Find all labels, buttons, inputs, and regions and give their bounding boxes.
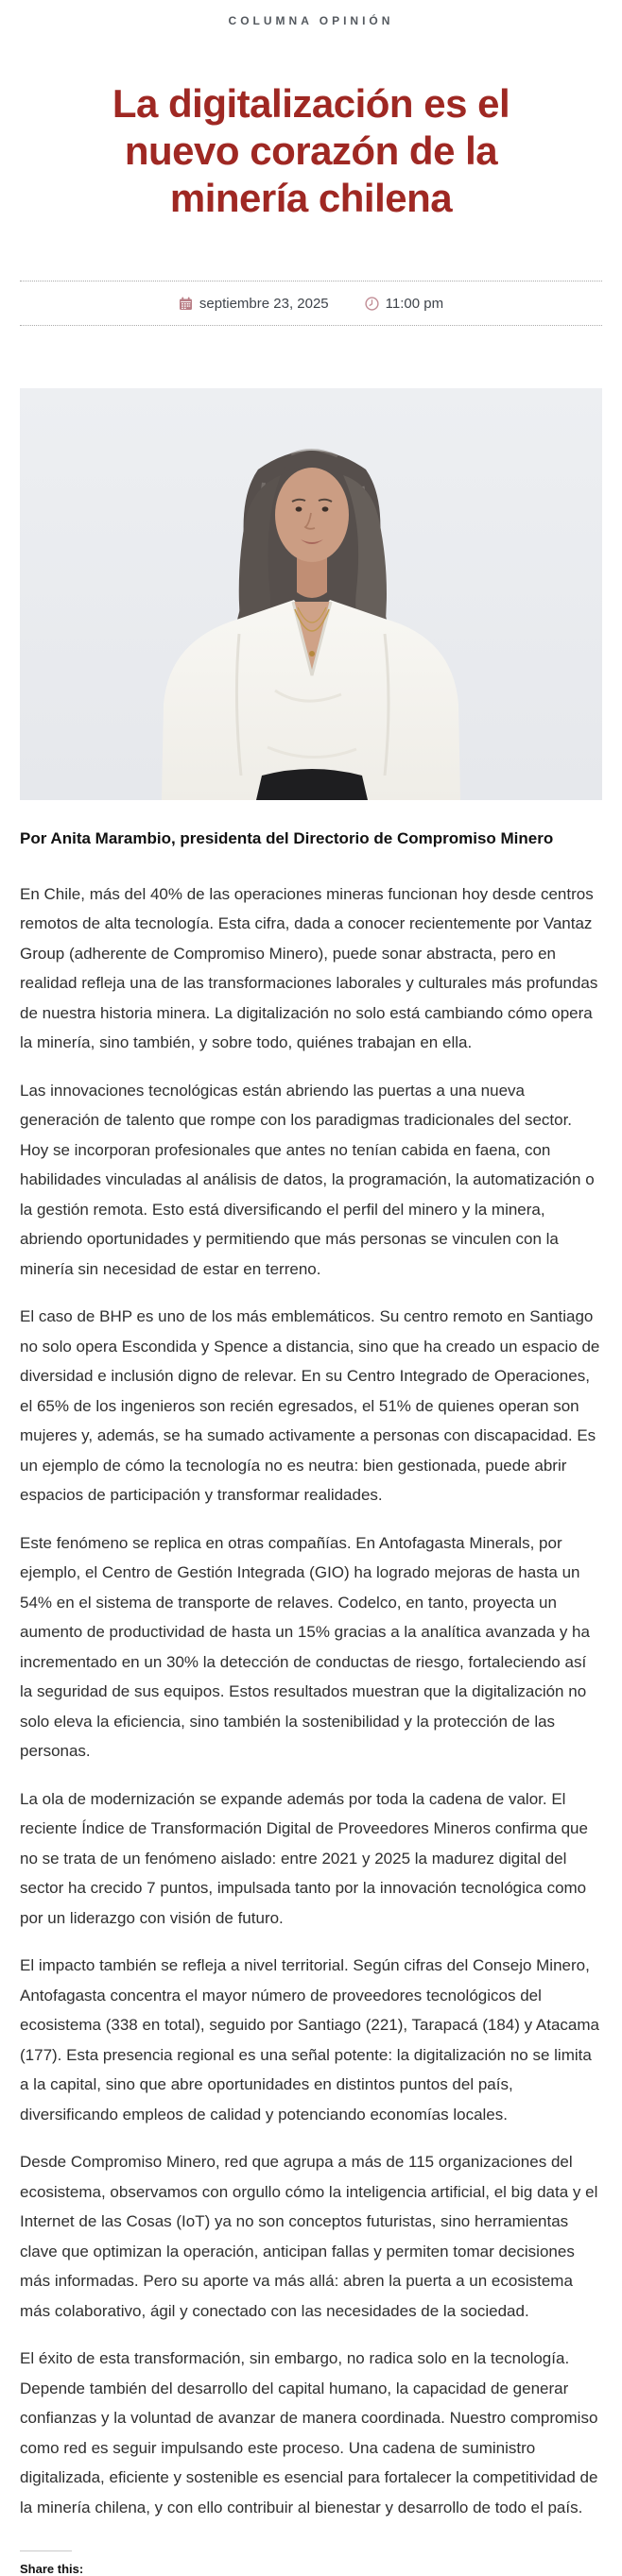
article-title-line-3: minería chilena bbox=[169, 176, 453, 220]
article-title-line-1: La digitalización es el bbox=[112, 81, 510, 126]
article-body bbox=[20, 879, 602, 2523]
article-paragraph: En Chile, más del 40% de las operaciones mineras funcionan hoy desde centros remotos de alta tecnología. Esta cifra, dada a conocer recientemente por Vantaz Group (adherente de Compromiso Minero), puede sonar abstracta, pero en realidad refleja una de las transformaciones laborales y culturales más profundas de nuestra historia minera. La digitalización no solo está cambiando cómo opera la minería, sino también, y sobre todo, quiénes trabajan en ella. bbox=[20, 884, 598, 1051]
publish-time bbox=[365, 296, 443, 312]
article-paragraph: El éxito de esta transformación, sin embargo, no radica solo en la tecnología. Depende también del desarrollo del capital humano, la capacidad de generar confianzas y la voluntad de avanzar de manera coordinada. Nuestro compromiso como red es seguir impulsando este proceso. Una cadena de suministro digitalizada, eficiente y sostenible es esencial para fortalecer la competitividad de la minería chilena, y con ello contribuir al bienestar y desarrollo de todo el país. bbox=[20, 2349, 598, 2516]
article-paragraph: El impacto también se refleja a nivel territorial. Según cifras del Consejo Minero, Antofagasta concentra el mayor número de proveedores tecnológicos del ecosistema (338 en total), seguido por Santiago (221), Tarapacá (184) y Atacama (177). Esta presencia regional es una señal potente: la digitalización no se limita a la capital, sino que abre oportunidades en distintos puntos del país, diversificando empleos de calidad y potenciando economías locales. bbox=[20, 1956, 599, 2124]
share-section-divider bbox=[20, 2550, 72, 2551]
author-portrait-photo bbox=[20, 388, 602, 800]
article-meta-bar bbox=[20, 281, 602, 326]
share-this-label: Share this: bbox=[20, 2562, 84, 2576]
article-title-line-2: nuevo corazón de la bbox=[124, 128, 498, 173]
clock-icon bbox=[365, 297, 379, 311]
article-paragraph: Desde Compromiso Minero, red que agrupa a más de 115 organizaciones del ecosistema, observamos con orgullo cómo la inteligencia artificial, el big data y el Internet de las Cosas (IoT) ya no son conceptos futuristas, sino herramientas clave que optimizan la operación, anticipan fallas y permiten tomar decisiones más informadas. Pero su aporte va más allá: abren la puerta a un ecosistema más colaborativo, ágil y conectado con las necesidades de la sociedad. bbox=[20, 2153, 598, 2320]
category-kicker: COLUMNA OPINIÓN bbox=[228, 14, 394, 27]
article-title bbox=[20, 80, 602, 222]
publish-time-text: 11:00 pm bbox=[385, 296, 444, 312]
article-paragraph: Las innovaciones tecnológicas están abriendo las puertas a una nueva generación de talento que rompe con los paradigmas tradicionales del sector. Hoy se incorporan profesionales que antes no tenían cabida en faena, con habilidades vinculadas al análisis de datos, la programación, la automatización o la gestión remota. Esto está diversificando el perfil del minero y la minera, abriendo oportunidades y permitiendo que más personas se vinculen con la minería sin necesidad de estar en terreno. bbox=[20, 1081, 595, 1278]
publish-date-text: septiembre 23, 2025 bbox=[199, 296, 329, 312]
article-paragraph: La ola de modernización se expande además por toda la cadena de valor. El reciente Índice de Transformación Digital de Proveedores Mineros confirma que no se trata de un fenómeno aislado: entre 2021 y 2025 la madurez digital del sector ha crecido 7 puntos, impulsada tanto por la innovación tecnológica como por un liderazgo con visión de futuro. bbox=[20, 1789, 588, 1927]
article-paragraph: Este fenómeno se replica en otras compañías. En Antofagasta Minerals, por ejemplo, el Centro de Gestión Integrada (GIO) ha logrado mejoras de hasta un 54% en el sistema de transporte de relaves. Codelco, en tanto, proyecta un aumento de productividad de hasta un 15% gracias a la analítica avanzada y ha incrementado en un 30% la detección de conductas de riesgo, fortaleciendo así la seguridad de sus equipos. Estos resultados muestran que la digitalización no solo eleva la eficiencia, sino también la sostenibilidad y la protección de las personas. bbox=[20, 1533, 590, 1760]
calendar-icon bbox=[179, 297, 193, 311]
publish-date bbox=[179, 296, 329, 312]
author-byline: Por Anita Marambio, presidenta del Directorio de Compromiso Minero bbox=[20, 829, 554, 847]
article-paragraph: El caso de BHP es uno de los más emblemáticos. Su centro remoto en Santiago no solo opera Escondida y Spence a distancia, sino que ha creado un espacio de diversidad e inclusión digno de relevar. En su Centro Integrado de Operaciones, el 65% de los ingenieros son recién egresados, el 51% de quienes operan son mujeres y, además, se ha sumado activamente a personas con discapacidad. Es un ejemplo de cómo la tecnología no es neutra: bien gestionada, puede abrir espacios de participación y transformar realidades. bbox=[20, 1307, 600, 1504]
